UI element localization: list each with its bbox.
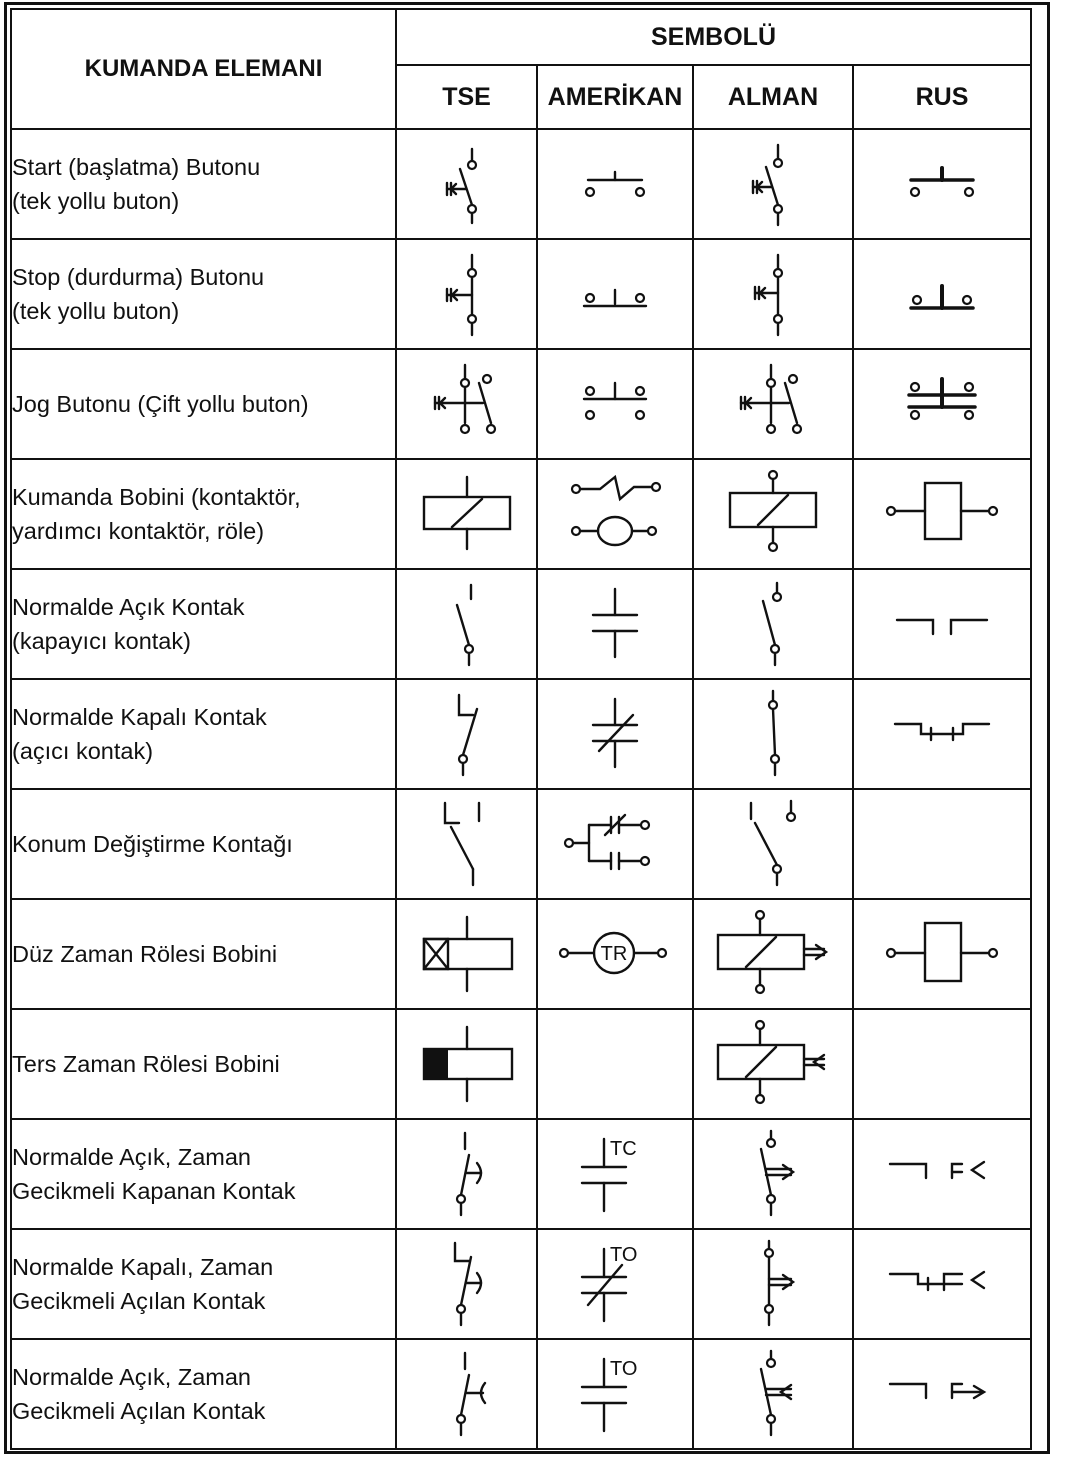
- row-label: [11, 1339, 396, 1449]
- timed-no-open-american-symbol: [570, 1349, 660, 1439]
- nc-pushbutton-german-symbol: [733, 249, 813, 339]
- symbol-cell-american: [537, 349, 693, 459]
- coil-tse-symbol: [412, 469, 522, 559]
- symbol-cell-american: [537, 129, 693, 239]
- symbol-cell-russian: [853, 789, 1031, 899]
- on-delay-coil-german-symbol: [708, 909, 838, 999]
- timed-no-close-russian-symbol: [882, 1144, 1002, 1204]
- table-row: [11, 239, 1031, 349]
- symbol-cell-american: [537, 899, 693, 1009]
- timed-no-open-german-symbol: [733, 1349, 813, 1439]
- symbol-cell-russian: [853, 1229, 1031, 1339]
- symbol-cell-tse: [396, 569, 537, 679]
- symbol-cell-russian: [853, 679, 1031, 789]
- symbol-cell-tse: [396, 459, 537, 569]
- row-label: [11, 1229, 396, 1339]
- timed-nc-open-tse-symbol: [427, 1239, 507, 1329]
- header-element: KUMANDA ELEMANI: [11, 9, 396, 129]
- table-row: [11, 569, 1031, 679]
- row-label-line2: (tek yollu buton): [12, 298, 180, 324]
- no-contact-tse-symbol: [427, 579, 507, 669]
- header-german: ALMAN: [693, 65, 853, 129]
- symbol-cell-german: [693, 789, 853, 899]
- row-label-line2: Gecikmeli Açılan Kontak: [12, 1288, 266, 1314]
- nc-contact-american-symbol: [575, 689, 655, 779]
- row-label-line1: Normalde Açık, Zaman: [12, 1144, 252, 1170]
- no-contact-russian-symbol: [887, 594, 997, 654]
- symbol-cell-german: [693, 459, 853, 569]
- symbol-cell-tse: [396, 789, 537, 899]
- no-pushbutton-russian-symbol: [897, 154, 987, 214]
- timed-nc-open-american-symbol: [570, 1239, 660, 1329]
- nc-pushbutton-american-symbol: [570, 264, 660, 324]
- row-label: [11, 459, 396, 569]
- symbol-cell-american: [537, 789, 693, 899]
- header-american: AMERİKAN: [537, 65, 693, 129]
- row-label-line1: Jog Butonu (Çift yollu buton): [12, 391, 309, 417]
- changeover-contact-american-symbol: [555, 799, 675, 889]
- tc-label: TC: [610, 1138, 637, 1160]
- symbol-cell-german: [693, 679, 853, 789]
- table-row: [11, 1009, 1031, 1119]
- row-label-line2: yardımcı kontaktör, röle): [12, 518, 265, 544]
- timed-nc-open-russian-symbol: [882, 1254, 1002, 1314]
- symbol-cell-american: [537, 1009, 693, 1119]
- on-delay-coil-american-symbol: [550, 909, 680, 999]
- table-row: [11, 349, 1031, 459]
- row-label: [11, 789, 396, 899]
- table-row: [11, 679, 1031, 789]
- symbol-cell-russian: [853, 569, 1031, 679]
- symbol-cell-american: [537, 569, 693, 679]
- to-label: TO: [610, 1244, 638, 1266]
- row-label-line1: Ters Zaman Rölesi Bobini: [12, 1051, 280, 1077]
- row-label: [11, 129, 396, 239]
- row-label: [11, 349, 396, 459]
- symbol-cell-german: [693, 349, 853, 459]
- table-row: [11, 899, 1031, 1009]
- off-delay-coil-german-symbol: [708, 1019, 838, 1109]
- row-label-line2: (kapayıcı kontak): [12, 628, 191, 654]
- row-label-line2: Gecikmeli Kapanan Kontak: [12, 1178, 296, 1204]
- timed-nc-open-german-symbol: [733, 1239, 813, 1329]
- changeover-contact-german-symbol: [733, 799, 813, 889]
- off-delay-coil-tse-symbol: [412, 1019, 522, 1109]
- nc-contact-russian-symbol: [887, 704, 997, 764]
- symbol-cell-german: [693, 1009, 853, 1119]
- table-row: [11, 459, 1031, 569]
- row-label-line1: Normalde Kapalı Kontak: [12, 704, 267, 730]
- symbol-cell-russian: [853, 899, 1031, 1009]
- symbol-cell-russian: [853, 349, 1031, 459]
- no-contact-american-symbol: [575, 579, 655, 669]
- table-row: [11, 129, 1031, 239]
- row-label-line1: Start (başlatma) Butonu: [12, 154, 261, 180]
- nc-contact-tse-symbol: [427, 689, 507, 779]
- double-pushbutton-german-symbol: [723, 359, 823, 449]
- symbol-cell-russian: [853, 1009, 1031, 1119]
- nc-pushbutton-tse-symbol: [427, 249, 507, 339]
- no-pushbutton-american-symbol: [570, 154, 660, 214]
- symbol-cell-american: [537, 1229, 693, 1339]
- symbol-cell-german: [693, 1119, 853, 1229]
- coil-german-symbol: [718, 469, 828, 559]
- symbol-cell-german: [693, 899, 853, 1009]
- row-label-line2: (tek yollu buton): [12, 188, 180, 214]
- double-pushbutton-russian-symbol: [897, 369, 987, 439]
- timed-no-close-german-symbol: [733, 1129, 813, 1219]
- table-row: [11, 789, 1031, 899]
- tr-label: TR: [600, 943, 628, 965]
- row-label-line1: Kumanda Bobini (kontaktör,: [12, 484, 301, 510]
- header-symbol-group: SEMBOLÜ: [396, 9, 1031, 65]
- table-row: [11, 1339, 1031, 1449]
- nc-contact-german-symbol: [733, 689, 813, 779]
- coil-american-symbol: [560, 469, 670, 559]
- symbol-cell-tse: [396, 899, 537, 1009]
- on-delay-coil-tse-symbol: [412, 909, 522, 999]
- symbol-cell-russian: [853, 459, 1031, 569]
- row-label-line1: Normalde Açık Kontak: [12, 594, 245, 620]
- symbol-cell-german: [693, 1339, 853, 1449]
- symbol-cell-russian: [853, 239, 1031, 349]
- symbol-cell-tse: [396, 1339, 537, 1449]
- symbol-table: [10, 8, 1032, 1450]
- row-label: [11, 239, 396, 349]
- changeover-contact-tse-symbol: [427, 799, 507, 889]
- symbol-cell-tse: [396, 349, 537, 459]
- row-label: [11, 899, 396, 1009]
- row-label-line1: Normalde Açık, Zaman: [12, 1364, 252, 1390]
- symbol-cell-tse: [396, 1229, 537, 1339]
- symbol-cell-american: [537, 679, 693, 789]
- symbol-cell-tse: [396, 679, 537, 789]
- timed-no-open-russian-symbol: [882, 1364, 1002, 1424]
- row-label: [11, 569, 396, 679]
- row-label: [11, 1119, 396, 1229]
- symbol-cell-tse: [396, 1119, 537, 1229]
- double-pushbutton-tse-symbol: [417, 359, 517, 449]
- row-label: [11, 1009, 396, 1119]
- symbol-cell-american: [537, 1339, 693, 1449]
- timed-no-close-american-symbol: [570, 1129, 660, 1219]
- symbol-cell-american: [537, 239, 693, 349]
- no-pushbutton-tse-symbol: [427, 139, 507, 229]
- row-label-line1: Stop (durdurma) Butonu: [12, 264, 265, 290]
- symbol-cell-german: [693, 1229, 853, 1339]
- symbol-cell-tse: [396, 129, 537, 239]
- symbol-cell-russian: [853, 1339, 1031, 1449]
- symbol-cell-russian: [853, 1119, 1031, 1229]
- symbol-cell-tse: [396, 1009, 537, 1119]
- symbol-cell-american: [537, 459, 693, 569]
- row-label: [11, 679, 396, 789]
- header-russian: RUS: [853, 65, 1031, 129]
- symbol-cell-german: [693, 239, 853, 349]
- table-row: [11, 1119, 1031, 1229]
- row-label-line2: (açıcı kontak): [12, 738, 154, 764]
- symbol-cell-german: [693, 129, 853, 239]
- symbol-cell-american: [537, 1119, 693, 1229]
- nc-pushbutton-russian-symbol: [897, 264, 987, 324]
- on-delay-coil-russian-symbol: [877, 909, 1007, 999]
- table-row: [11, 1229, 1031, 1339]
- double-pushbutton-american-symbol: [570, 369, 660, 439]
- row-label-line1: Düz Zaman Rölesi Bobini: [12, 941, 278, 967]
- symbol-cell-german: [693, 569, 853, 679]
- coil-russian-symbol: [877, 469, 1007, 559]
- symbol-cell-russian: [853, 129, 1031, 239]
- symbol-cell-tse: [396, 239, 537, 349]
- row-label-line1: Konum Değiştirme Kontağı: [12, 831, 293, 857]
- header-tse: TSE: [396, 65, 537, 129]
- no-contact-german-symbol: [733, 579, 813, 669]
- row-label-line2: Gecikmeli Açılan Kontak: [12, 1398, 266, 1424]
- no-pushbutton-german-symbol: [733, 139, 813, 229]
- timed-no-close-tse-symbol: [427, 1129, 507, 1219]
- timed-no-open-tse-symbol: [427, 1349, 507, 1439]
- to-label: TO: [610, 1358, 638, 1380]
- row-label-line1: Normalde Kapalı, Zaman: [12, 1254, 274, 1280]
